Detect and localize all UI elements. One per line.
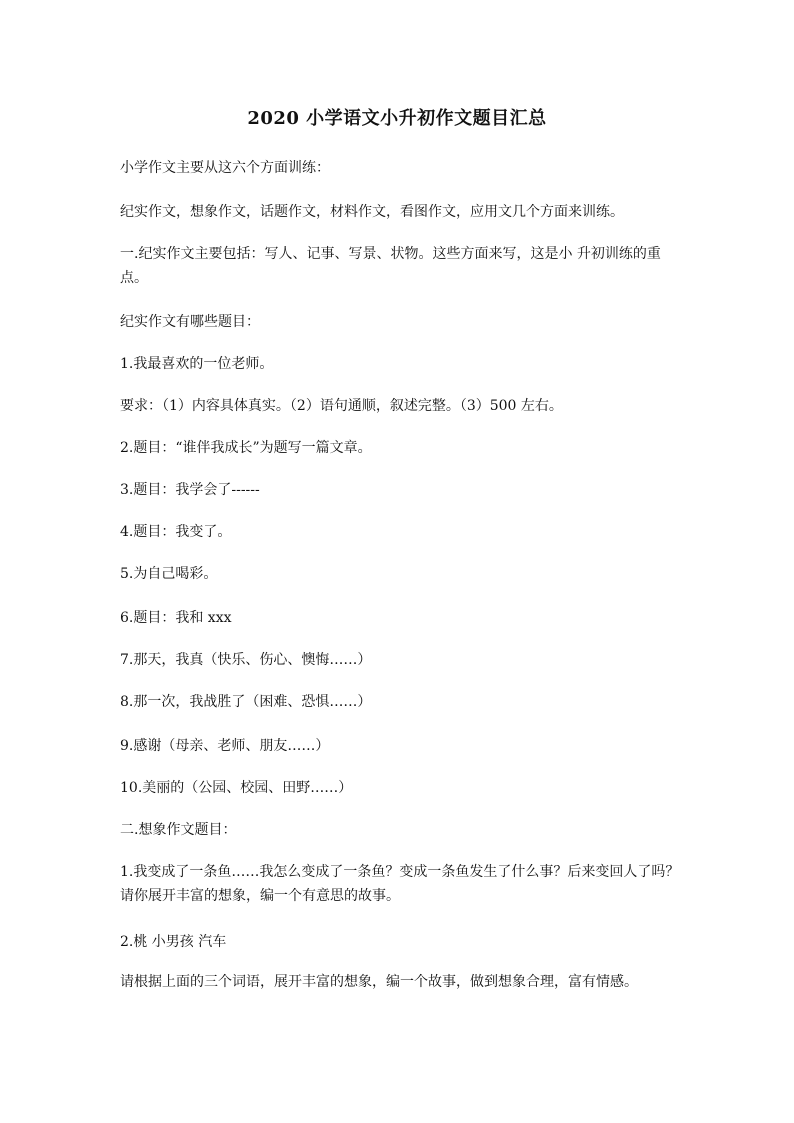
paragraph-intro: 小学作文主要从这六个方面训练： [120,160,330,176]
topic-item-2: 2.题目：“谁伴我成长”为题写一篇文章。 [120,440,372,456]
topic-item-4: 4.题目：我变了。 [120,524,232,540]
topic-requirements: 要求：（1）内容具体真实。（2）语句通顺，叙述完整。（3）500 左右。 [120,398,563,414]
topic-item-10: 10.美丽的（公园、校园、田野……） [120,780,353,796]
document-title: 2020 小学语文小升初作文题目汇总 [247,108,547,129]
paragraph-categories: 纪实作文，想象作文，话题作文，材料作文，看图作文，应用文几个方面来训练。 [120,204,624,220]
imagination-topic-2: 2.桃 小男孩 汽车 [120,934,227,950]
topic-item-7: 7.那天，我真（快乐、伤心、懊悔……） [120,652,372,668]
topic-item-8: 8.那一次，我战胜了（困难、恐惧……） [120,694,372,710]
imagination-topic-1: 1.我变成了一条鱼……我怎么变成了一条鱼？变成一条鱼发生了什么事？后来变回人了吗？请你展开丰富的想象，编一个有意思的故事。 [120,864,680,904]
topic-item-9: 9.感谢（母亲、老师、朋友……） [120,738,330,754]
topic-item-1: 1.我最喜欢的一位老师。 [120,356,274,372]
topic-item-5: 5.为自己喝彩。 [120,566,218,582]
paragraph-section-two: 二.想象作文题目： [120,822,237,838]
topic-item-3: 3.题目：我学会了------ [120,482,260,498]
paragraph-section-one: 一.纪实作文主要包括：写人、记事、写景、状物。这些方面来写，这是小 升初训练的重点。 [120,246,661,286]
paragraph-section-one-topics: 纪实作文有哪些题目： [120,314,260,330]
imagination-topic-2-instructions: 请根据上面的三个词语，展开丰富的想象，编一个故事，做到想象合理，富有情感。 [120,974,638,990]
topic-item-6: 6.题目：我和 xxx [120,610,232,626]
